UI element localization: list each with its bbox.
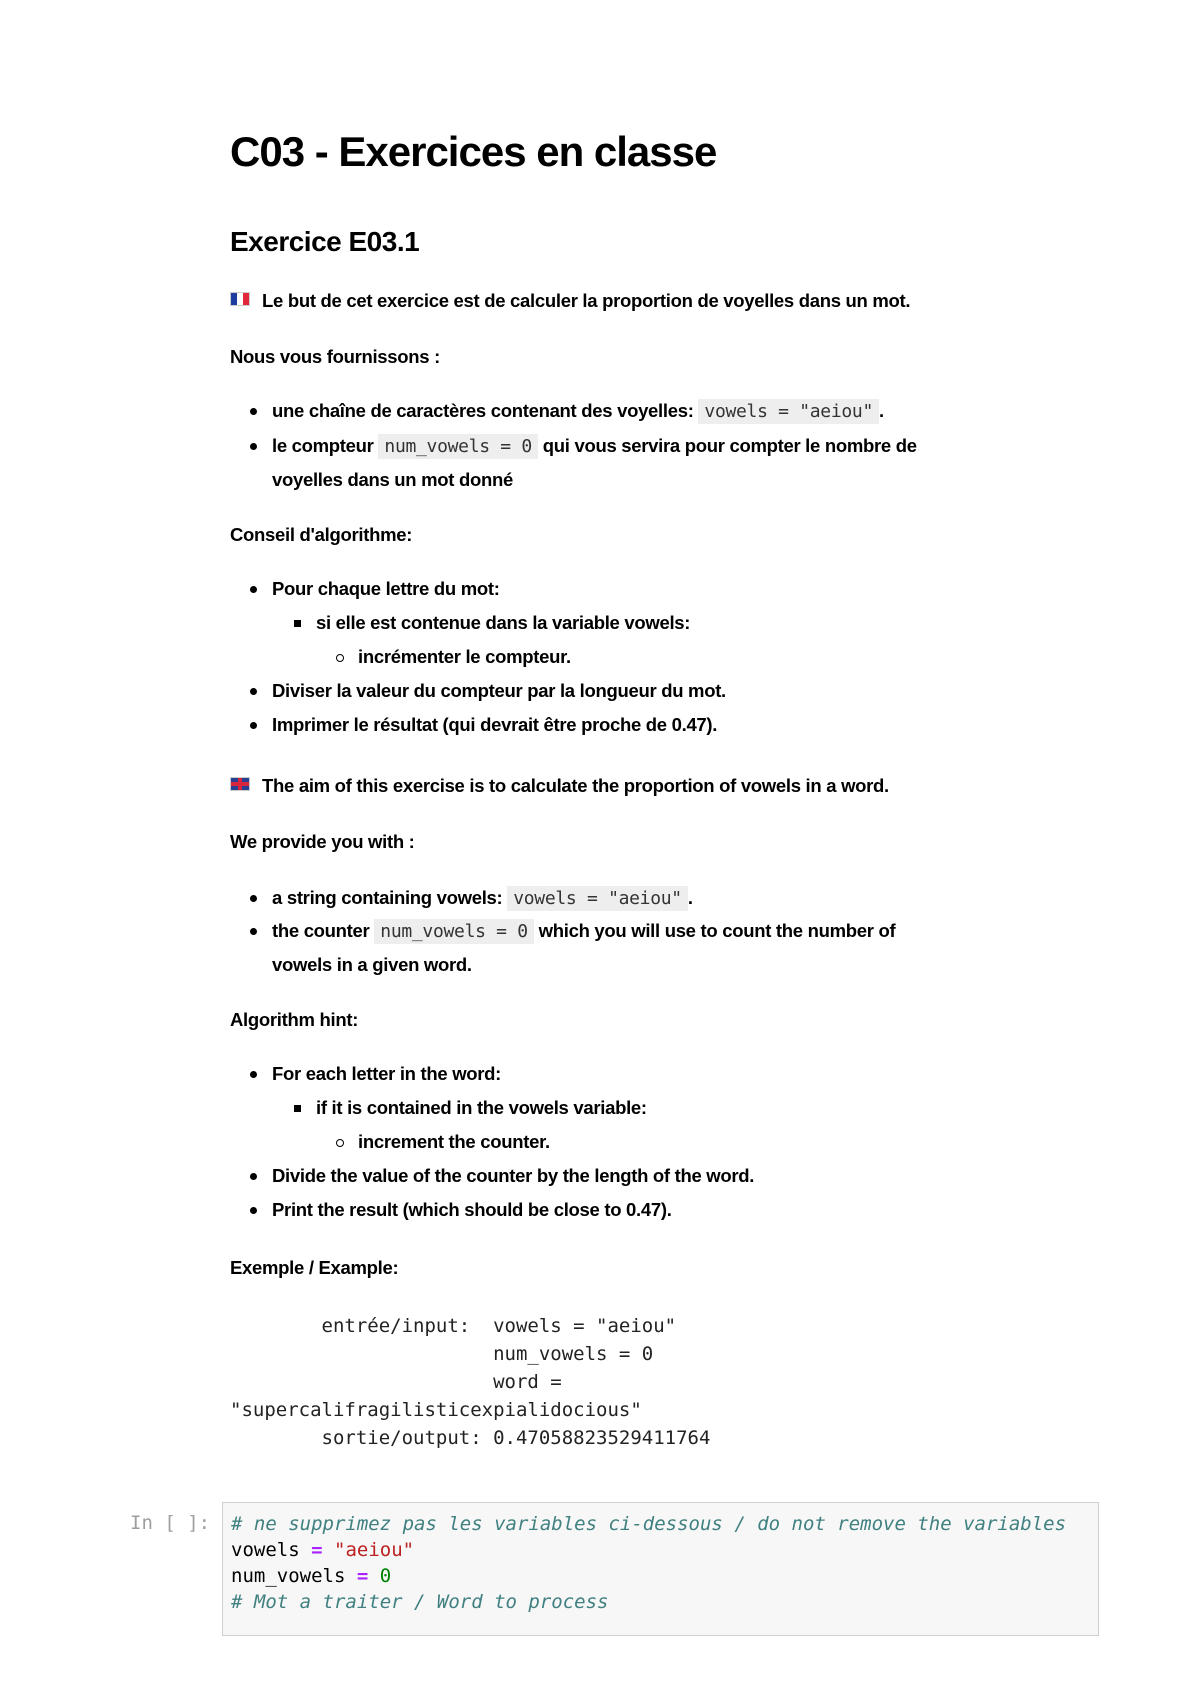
en-hint-2: if it is contained in the vowels variable: [316, 1097, 647, 1118]
bullet-disc [250, 408, 257, 415]
cell-prompt: In [ ]: [130, 1512, 211, 1534]
bullet-disc [250, 895, 257, 902]
bullet-disc [250, 1173, 257, 1180]
en-provide: We provide you with : [230, 831, 415, 852]
bullet-circle [336, 654, 344, 662]
en-list-item-2-cont: vowels in a given word. [272, 954, 472, 975]
en-hint-4: Divide the value of the counter by the length of the word. [272, 1165, 755, 1186]
en-hint-3: increment the counter. [358, 1131, 550, 1152]
fr-hint-4: Diviser la valeur du compteur par la longueur du mot. [272, 680, 726, 701]
fr-list-item-2-cont: voyelles dans un mot donné [272, 469, 513, 490]
bullet-square [294, 620, 301, 627]
en-intro: The aim of this exercise is to calculate the proportion of vowels in a word. [230, 774, 889, 798]
fr-hint-title: Conseil d'algorithme: [230, 524, 413, 545]
code-editor[interactable]: # ne supprimez pas les variables ci-dessous / do not remove the variables vowels = "aeiou" num_vowels = 0 # Mot a traiter / Word to process [231, 1513, 1067, 1613]
code-cell[interactable] [222, 1502, 1099, 1636]
code-vowels: vowels = "aeiou" [698, 399, 879, 424]
bullet-disc [250, 1207, 257, 1214]
french-flag-icon [230, 292, 250, 306]
en-hint-title: Algorithm hint: [230, 1009, 359, 1030]
fr-hint-2: si elle est contenue dans la variable vowels: [316, 612, 691, 633]
bullet-disc [250, 586, 257, 593]
code-num-vowels: num_vowels = 0 [378, 434, 538, 459]
bullet-disc [250, 688, 257, 695]
fr-list-item-1: une chaîne de caractères contenant des voyelles: vowels = "aeiou" . [272, 400, 884, 422]
bullet-disc [250, 1071, 257, 1078]
code-num-vowels: num_vowels = 0 [374, 919, 534, 944]
fr-provide: Nous vous fournissons : [230, 346, 440, 367]
fr-list-item-2: le compteur num_vowels = 0 qui vous servira pour compter le nombre de [272, 435, 917, 457]
exercise-heading: Exercice E03.1 [230, 226, 420, 257]
bullet-disc [250, 928, 257, 935]
en-hint-5: Print the result (which should be close to 0.47). [272, 1199, 672, 1220]
bullet-square [294, 1105, 301, 1112]
bullet-circle [336, 1139, 344, 1147]
en-hint-1: For each letter in the word: [272, 1063, 502, 1084]
fr-intro: Le but de cet exercice est de calculer la proportion de voyelles dans un mot. [230, 289, 910, 313]
page-title: C03 - Exercices en classe [230, 128, 717, 175]
code-vowels: vowels = "aeiou" [507, 886, 688, 911]
bullet-disc [250, 722, 257, 729]
fr-hint-5: Imprimer le résultat (qui devrait être proche de 0.47). [272, 714, 718, 735]
bullet-disc [250, 443, 257, 450]
uk-flag-icon [230, 777, 250, 791]
en-list-item-1: a string containing vowels: vowels = "aeiou" . [272, 887, 693, 909]
example-block: entrée/input: vowels = "aeiou" num_vowels = 0 word = "supercalifragilisticexpialidocious" sortie/output: 0.47058823529411764 [230, 1315, 711, 1449]
fr-hint-3: incrémenter le compteur. [358, 646, 571, 667]
example-title: Exemple / Example: [230, 1257, 399, 1278]
en-list-item-2: the counter num_vowels = 0 which you will use to count the number of [272, 920, 896, 942]
fr-hint-1: Pour chaque lettre du mot: [272, 578, 500, 599]
